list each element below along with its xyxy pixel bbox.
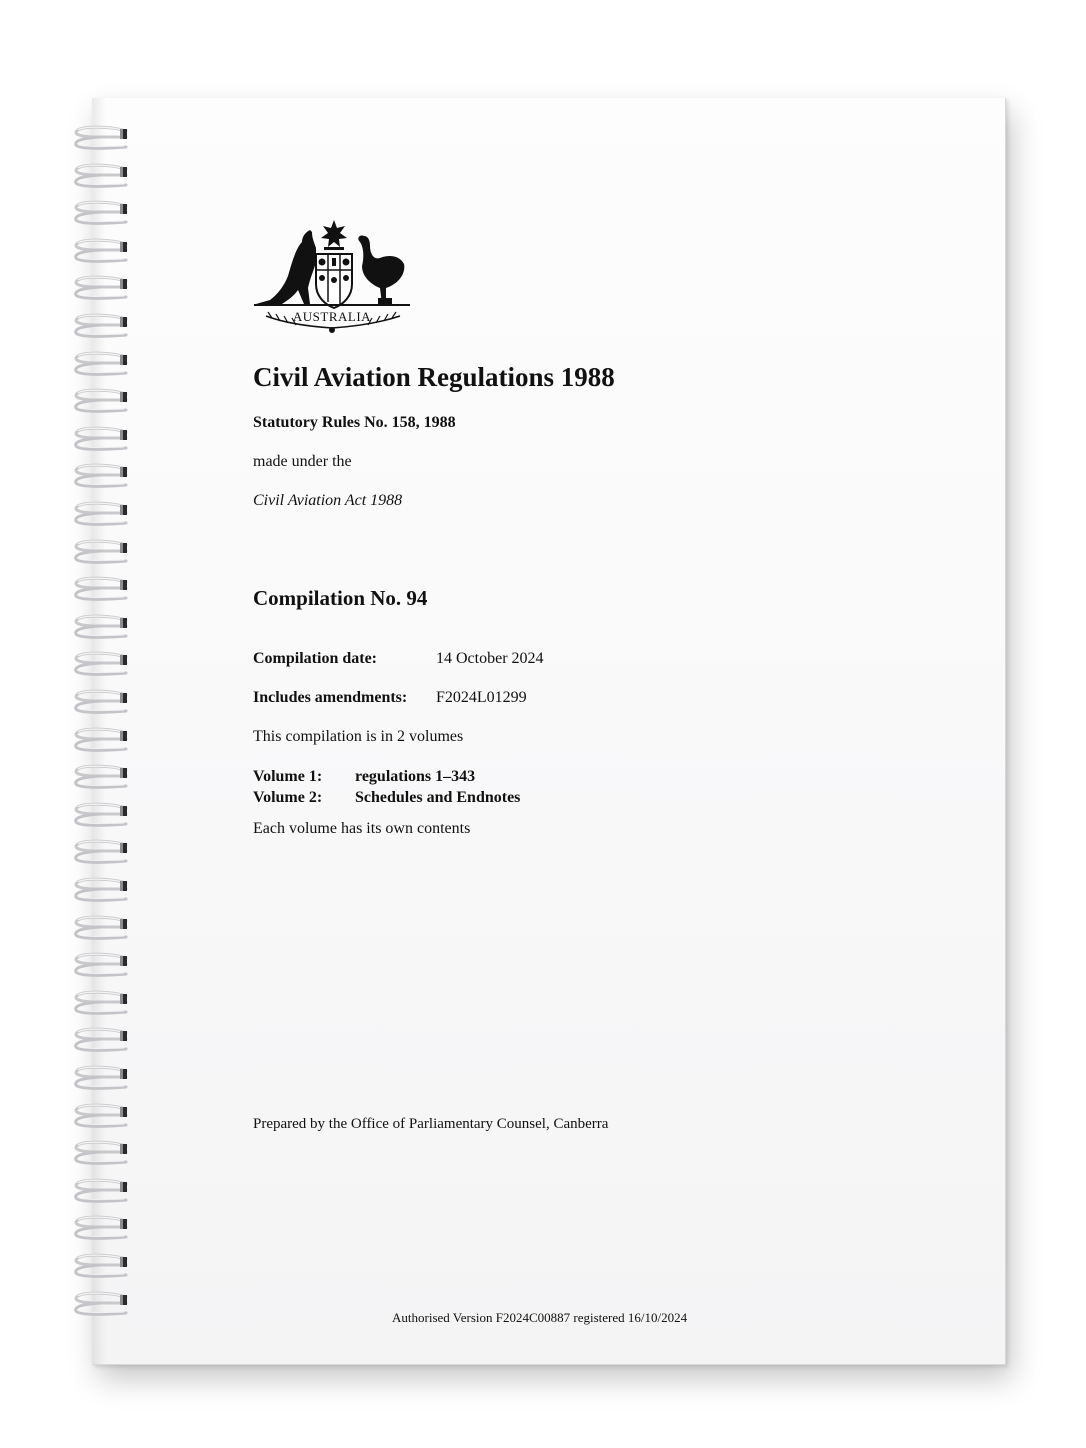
enabling-act: Civil Aviation Act 1988	[253, 492, 403, 509]
compilation-date-row	[253, 650, 544, 668]
spiral-coil-icon	[70, 839, 132, 869]
spiral-coil-icon	[70, 313, 132, 343]
spiral-coil-icon	[70, 877, 132, 907]
volume-value: Schedules and Endnotes	[355, 789, 521, 806]
volume-label: Volume 2:	[253, 789, 323, 806]
spiral-coil-icon	[70, 1103, 132, 1133]
volume-value: regulations 1–343	[355, 768, 476, 785]
spiral-coil-icon	[70, 614, 132, 644]
spiral-coil-icon	[70, 539, 132, 569]
spiral-coil-icon	[70, 651, 132, 681]
spiral-coil-icon	[70, 1215, 132, 1245]
volume-label: Volume 1:	[253, 768, 323, 785]
spiral-coil-icon	[70, 576, 132, 606]
document-page	[92, 98, 1006, 1365]
spiral-coil-icon	[70, 125, 132, 155]
spiral-coil-icon	[70, 238, 132, 268]
volume-row	[253, 768, 476, 786]
amendments-row	[253, 689, 527, 707]
volume-row	[253, 789, 521, 807]
spiral-coil-icon	[70, 1291, 132, 1321]
spiral-coil-icon	[70, 1253, 132, 1283]
made-under-text: made under the	[253, 453, 352, 470]
authorised-version-footer: Authorised Version F2024C00887 registered 16/10/2024	[392, 1310, 688, 1325]
spiral-coil-icon	[70, 1140, 132, 1170]
contents-note: Each volume has its own contents	[253, 820, 471, 837]
spiral-coil-icon	[70, 1178, 132, 1208]
spiral-coil-icon	[70, 501, 132, 531]
spiral-coil-icon	[70, 463, 132, 493]
spiral-coil-icon	[70, 275, 132, 305]
spiral-coil-icon	[70, 388, 132, 418]
compilation-date-value: 14 October 2024	[436, 650, 544, 667]
document-title: Civil Aviation Regulations 1988	[253, 362, 615, 392]
spiral-coil-icon	[70, 351, 132, 381]
spiral-coil-icon	[70, 689, 132, 719]
crest-label: AUSTRALIA	[292, 309, 372, 324]
spiral-coil-icon	[70, 764, 132, 794]
spiral-coil-icon	[70, 802, 132, 832]
coat-of-arms-icon	[252, 218, 412, 336]
spiral-coil-icon	[70, 426, 132, 456]
spiral-coil-icon	[70, 952, 132, 982]
spiral-coil-icon	[70, 727, 132, 757]
prepared-by: Prepared by the Office of Parliamentary Counsel, Canberra	[253, 1116, 609, 1132]
spiral-binding-icon	[70, 125, 132, 1345]
spiral-coil-icon	[70, 1027, 132, 1057]
volumes-note: This compilation is in 2 volumes	[253, 728, 464, 745]
spiral-coil-icon	[70, 990, 132, 1020]
spiral-coil-icon	[70, 1065, 132, 1095]
statutory-rules: Statutory Rules No. 158, 1988	[253, 414, 456, 431]
compilation-heading: Compilation No. 94	[253, 586, 428, 610]
spiral-coil-icon	[70, 163, 132, 193]
compilation-date-label: Compilation date:	[253, 650, 377, 667]
amendments-value: F2024L01299	[436, 689, 527, 706]
amendments-label: Includes amendments:	[253, 689, 408, 706]
spiral-coil-icon	[70, 200, 132, 230]
spiral-coil-icon	[70, 915, 132, 945]
